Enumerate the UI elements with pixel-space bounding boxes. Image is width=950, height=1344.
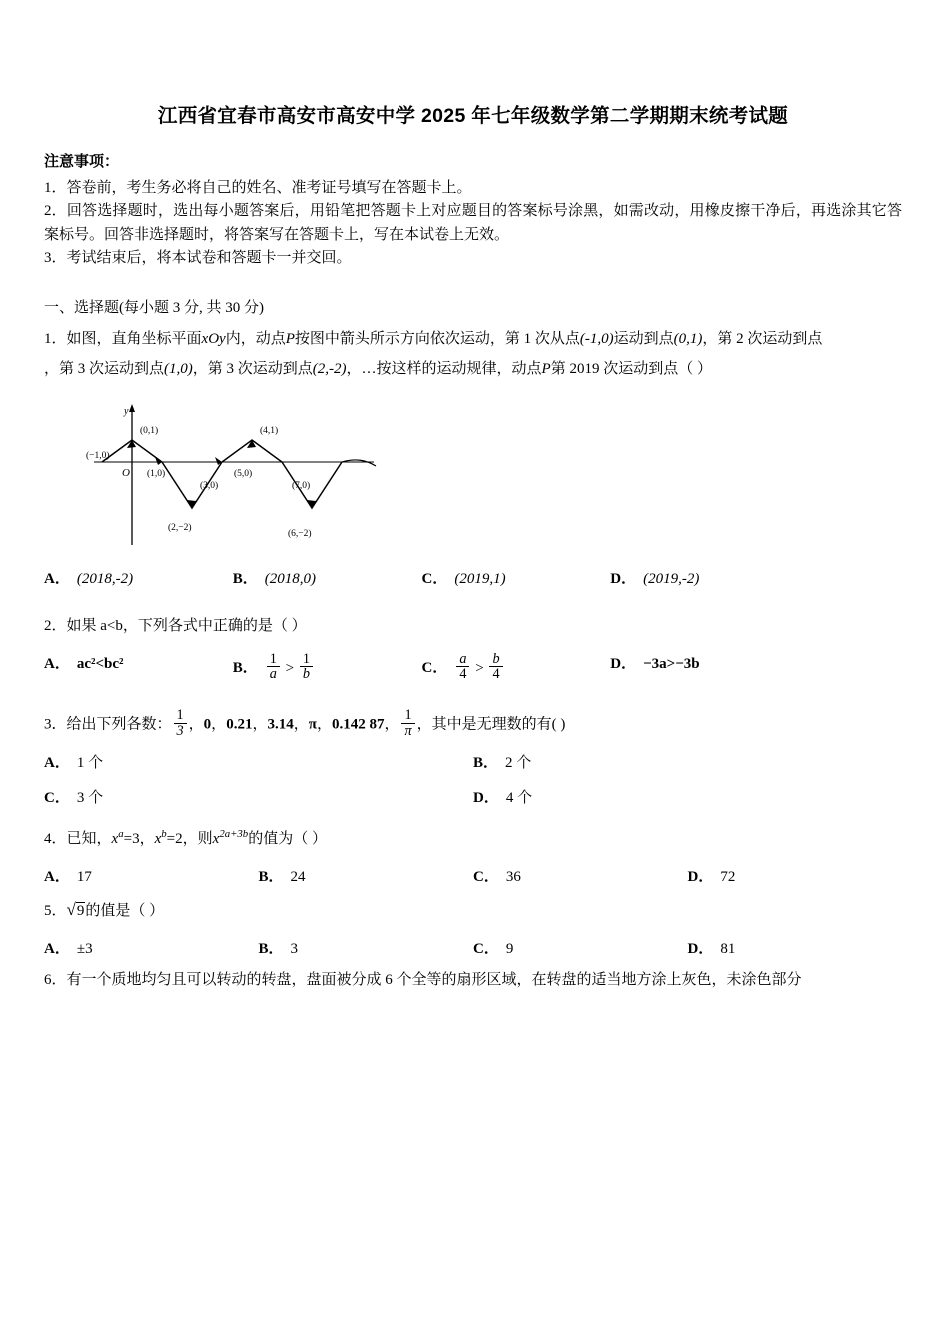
option-2-d-label: D． — [610, 655, 637, 672]
frac-den: π — [401, 723, 414, 739]
q4-x2: x — [154, 831, 162, 848]
option-2-d-text: −3a>−3b — [643, 655, 700, 672]
frac-num: 1 — [302, 650, 310, 667]
svg-text:(3,0): (3,0) — [200, 481, 219, 491]
frac-den: 3 — [174, 723, 187, 739]
question-2-text: 如果 a<b，下列各式中正确的是（ ） — [66, 618, 307, 634]
option-3-a[interactable] — [44, 751, 473, 772]
question-4-options — [44, 865, 902, 886]
option-1-c-text: (2019,1) — [454, 571, 506, 587]
option-5-d-text: 81 — [720, 940, 736, 957]
q3-sep5: ， — [316, 716, 332, 733]
question-4-number: 4． — [44, 831, 67, 848]
q4-sep2: ，则 — [182, 831, 213, 848]
option-4-b[interactable] — [259, 865, 474, 886]
option-1-b-text: (2018,0) — [264, 571, 317, 587]
q1-coord-3: (1,0) — [164, 360, 193, 377]
svg-text:(7,0): (7,0) — [292, 481, 311, 491]
option-1-a[interactable] — [44, 567, 233, 588]
question-3-options-row1 — [44, 751, 902, 772]
question-5-options — [44, 937, 902, 958]
option-3-b-label: B． — [473, 755, 499, 772]
option-4-a[interactable] — [44, 865, 259, 886]
option-2-c-expr — [454, 652, 504, 683]
question-5-number: 5． — [44, 902, 67, 919]
q1-coord-2: (0,1) — [673, 331, 703, 347]
question-1-cont — [44, 357, 902, 383]
svg-text:(5,0): (5,0) — [234, 469, 253, 479]
option-2-d[interactable] — [610, 652, 833, 683]
q3-sep4: ， — [293, 716, 309, 733]
fraction-1-over-3 — [174, 708, 187, 739]
option-4-d-text: 72 — [720, 868, 736, 885]
question-1 — [44, 327, 902, 353]
option-3-b[interactable] — [473, 751, 902, 772]
q1-coord-1: (-1,0) — [579, 331, 614, 347]
option-3-d-text: 4 个 — [505, 790, 533, 807]
q1-t8: 第 2019 次运动到点（ ） — [550, 360, 712, 377]
option-1-c[interactable] — [422, 567, 611, 588]
frac-den: 4 — [489, 666, 502, 682]
frac-den: b — [300, 666, 313, 682]
q4-x1: x — [111, 831, 119, 848]
fraction-b-over-4 — [489, 652, 502, 683]
frac-num: 1 — [269, 650, 277, 667]
radicand: 9 — [76, 902, 85, 919]
svg-text:(2,−2): (2,−2) — [168, 523, 192, 533]
section-heading: 一、选择题(每小题 3 分, 共 30 分) — [44, 300, 264, 316]
svg-text:(4,1): (4,1) — [260, 426, 279, 436]
option-4-b-label: B． — [258, 868, 284, 885]
frac-num: 1 — [176, 707, 184, 724]
question-3-number: 3． — [44, 716, 67, 733]
option-4-c[interactable] — [473, 865, 688, 886]
question-6 — [44, 968, 902, 994]
q3-item-0: 0 — [203, 716, 212, 733]
q1-t2: 内，动点 — [225, 331, 286, 347]
option-1-b[interactable] — [233, 567, 422, 588]
frac-num: b — [492, 650, 500, 667]
fraction-1-over-pi — [401, 708, 414, 739]
svg-text:(1,0): (1,0) — [147, 469, 166, 479]
question-3-text-pre: 给出下列各数： — [66, 716, 172, 733]
option-5-b-label: B． — [258, 940, 284, 957]
q4-x3-exp: 2a+3b — [219, 828, 249, 841]
q1-coord-4: (2,-2) — [312, 360, 347, 377]
q4-sep1: ， — [139, 831, 155, 848]
question-1-figure — [44, 400, 902, 555]
q1-t1: 如图，直角坐标平面 — [66, 331, 202, 347]
svg-text:(0,1): (0,1) — [140, 426, 159, 436]
option-5-b[interactable] — [259, 937, 474, 958]
option-2-a-text: ac²<bc² — [76, 655, 124, 672]
option-5-d[interactable] — [688, 937, 903, 958]
option-2-c[interactable] — [422, 652, 611, 683]
q1-p2: P — [541, 360, 551, 377]
option-5-b-text: 3 — [290, 940, 299, 957]
question-3-text-post: ，其中是无理数的有( ) — [416, 716, 566, 733]
q1-t5: ，第 2 次运动到点 — [702, 331, 823, 347]
option-1-a-text: (2018,-2) — [76, 571, 134, 587]
q3-item-1: 0.21 — [226, 716, 253, 733]
option-5-d-label: D． — [687, 940, 714, 957]
q4-x1-eq: =3 — [123, 831, 140, 848]
option-3-c-label: C． — [44, 790, 70, 807]
option-5-a-text: ±3 — [76, 940, 93, 957]
question-6-number: 6． — [44, 971, 67, 988]
option-3-c-text: 3 个 — [76, 790, 104, 807]
zigzag-path-figure — [84, 400, 404, 550]
option-5-a-label: A． — [44, 940, 70, 957]
option-5-c[interactable] — [473, 937, 688, 958]
svg-text:(−1,0): (−1,0) — [86, 451, 110, 461]
option-4-c-label: C． — [473, 868, 499, 885]
page-title: 江西省宜春市高安市高安中学 2025 年七年级数学第二学期期末统考试题 — [157, 105, 789, 127]
option-3-d-label: D． — [473, 790, 499, 807]
option-4-d[interactable] — [688, 865, 903, 886]
fraction-1-over-a — [267, 652, 280, 683]
relation-operator: > — [475, 660, 484, 677]
q3-sep1: ， — [188, 716, 204, 733]
question-5 — [44, 896, 902, 925]
option-1-d-text: (2019,-2) — [643, 571, 700, 587]
question-2 — [44, 614, 902, 640]
q1-t4: 运动到点 — [613, 331, 674, 347]
option-1-d[interactable] — [610, 567, 833, 588]
option-4-c-text: 36 — [505, 868, 521, 885]
question-5-text-post: 的值是（ ） — [85, 902, 165, 919]
q4-x3: x — [212, 831, 220, 848]
q3-sep2: ， — [211, 716, 227, 733]
question-6-text: 有一个质地均匀且可以转动的转盘，盘面被分成 6 个全等的扇形区域，在转盘的适当地方涂上灰色，未涂色部分 — [66, 971, 802, 988]
notice-line-3: 3．考试结束后，将本试卷和答题卡一并交回。 — [44, 249, 352, 266]
q1-t6: ，第 3 次运动到点 — [44, 360, 165, 377]
option-2-a-label: A． — [44, 655, 70, 672]
frac-num: 1 — [404, 707, 412, 724]
option-2-c-label: C． — [421, 660, 448, 677]
option-2-b-expr — [265, 652, 315, 683]
q1-xoy: xOy — [201, 331, 226, 347]
q3-item-2: 3.14 — [267, 716, 294, 733]
q4-x1-exp: a — [118, 828, 124, 841]
question-1-options — [44, 567, 902, 588]
svg-text:O: O — [122, 467, 130, 479]
option-5-c-label: C． — [473, 940, 499, 957]
relation-operator: > — [285, 660, 295, 677]
question-4-text-pre: 已知， — [66, 831, 112, 848]
question-4 — [44, 825, 902, 853]
question-3-options-row2 — [44, 786, 902, 807]
q3-sep6: ， — [384, 716, 400, 733]
option-4-d-label: D． — [687, 868, 714, 885]
q1-t7: ，…按这样的运动规律，动点 — [346, 360, 542, 377]
q3-sep3: ， — [252, 716, 268, 733]
option-3-a-text: 1 个 — [76, 755, 104, 772]
option-1-c-label: C． — [421, 571, 448, 587]
q1-t6b: ，第 3 次运动到点 — [192, 360, 313, 377]
option-5-a[interactable] — [44, 937, 259, 958]
option-3-b-text: 2 个 — [505, 755, 532, 772]
question-3 — [44, 708, 902, 739]
option-1-a-label: A． — [44, 571, 70, 587]
option-2-a[interactable] — [44, 652, 233, 683]
q3-item-4: 0.142 87 — [331, 716, 385, 733]
option-4-b-text: 24 — [290, 868, 306, 885]
frac-den: a — [267, 666, 280, 682]
option-3-a-label: A． — [44, 755, 70, 772]
option-4-a-label: A． — [44, 868, 70, 885]
q3-item-3: π — [308, 716, 317, 733]
option-3-d[interactable] — [473, 786, 902, 807]
option-2-b[interactable] — [233, 652, 422, 683]
q4-x2-eq: =2 — [166, 831, 183, 848]
notice-heading: 注意事项： — [44, 153, 120, 170]
notice-line-1: 1．答卷前，考生务必将自己的姓名、准考证号填写在答题卡上。 — [44, 180, 472, 196]
notice-line-2: 2．回答选择题时，选出每小题答案后，用铅笔把答题卡上对应题目的答案标号涂黑，如需改动，用橡皮擦干净后，再选涂其它答案标号。回答非选择题时，将答案写在答题卡上，写在本试卷上无效。 — [44, 203, 902, 243]
fraction-1-over-b — [300, 652, 313, 683]
frac-den: 4 — [456, 666, 469, 682]
svg-text:(6,−2): (6,−2) — [288, 529, 312, 539]
option-1-b-label: B． — [232, 571, 258, 587]
sqrt-expression: √9 — [66, 899, 85, 919]
option-2-b-label: B． — [232, 660, 258, 677]
q1-t3: 按图中箭头所示方向依次运动，第 1 次从点 — [294, 331, 580, 347]
option-1-d-label: D． — [610, 571, 637, 587]
option-4-a-text: 17 — [76, 868, 92, 885]
option-5-c-text: 9 — [505, 940, 514, 957]
q4-x2-exp: b — [161, 828, 167, 841]
q1-p1: P — [285, 331, 295, 347]
fraction-a-over-4 — [456, 652, 469, 683]
question-2-number: 2． — [44, 618, 67, 634]
option-3-c[interactable] — [44, 786, 473, 807]
question-2-options — [44, 652, 902, 683]
frac-num: a — [459, 650, 467, 667]
question-1-number: 1． — [44, 331, 67, 347]
svg-text:y: y — [124, 406, 129, 417]
question-4-text-post: 的值为（ ） — [248, 831, 327, 848]
